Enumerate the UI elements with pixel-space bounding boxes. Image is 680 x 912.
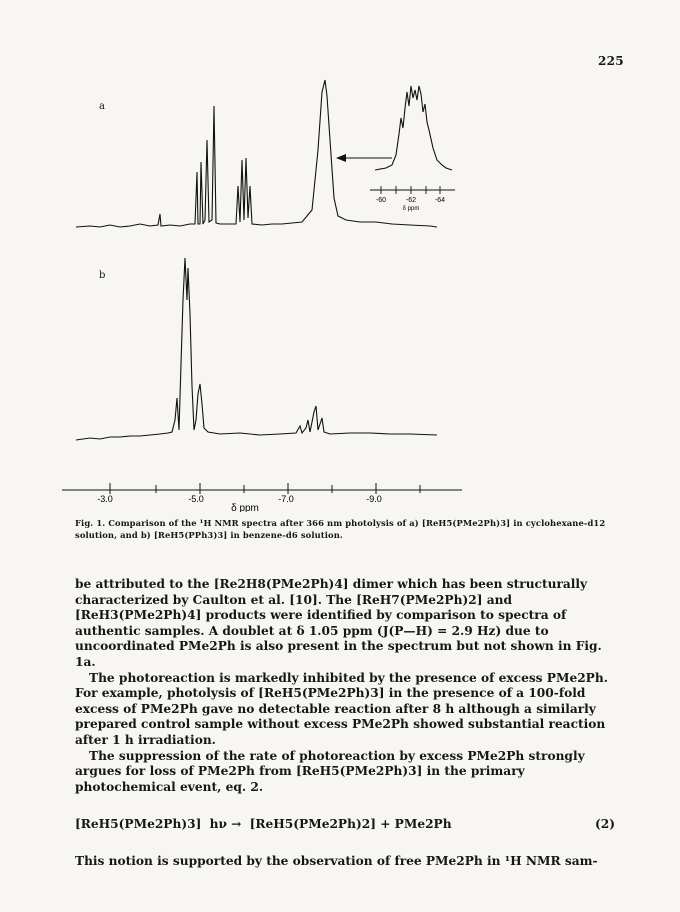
paragraph: The suppression of the rate of photoreaction by excess PMe2Ph strongly argues for loss of PMe2Ph from [ReH5(PMe2Ph)3] in the primary photochemical event, eq. 2. [75, 748, 585, 794]
paragraph: be attributed to the [Re2H8(PMe2Ph)4] dimer which has been structurally characterized by Caulton et al. [10]. The [ReH7(PMe2Ph)2] and [ReH3(PMe2Ph)4] products were identified by comparison to spectra of authentic samples. A doublet at δ 1.05 ppm (J(P—H) = 2.9 Hz) due to uncoordinated PMe2Ph is also present in the spectrum but not shown in Fig. 1a. [75, 577, 602, 669]
panel-label-b: b [99, 270, 106, 281]
axis-tick-label: -7.0 [278, 494, 294, 504]
inset-unit-label: δ ppm [402, 206, 420, 212]
panel-label-a: a [99, 101, 105, 112]
figure-caption: Fig. 1. Comparison of the ¹H NMR spectra after 366 nm photolysis of a) [ReH5(PMe2Ph)3] in cyclohexane-d12 solution, and b) [ReH5(PPh3)3] in benzene-d6 solution. [75, 518, 606, 540]
spectrum-b [76, 258, 437, 440]
equation-2 [75, 817, 615, 831]
equation-right: [ReH5(PMe2Ph)2] + PMe2Ph [249, 817, 452, 831]
page-number: 225 [598, 54, 624, 68]
body-text [75, 577, 615, 795]
axis-unit-label: δ ppm [231, 503, 259, 512]
equation-number: (2) [594, 817, 615, 831]
inset-spectrum [375, 86, 452, 170]
equation-left: [ReH5(PMe2Ph)3] [75, 817, 202, 831]
inset-tick-label: -60 [375, 197, 387, 204]
spectrum-a [76, 80, 437, 227]
last-line: This notion is supported by the observation of free PMe2Ph in ¹H NMR sam- [75, 854, 598, 868]
equation-arrow: hν → [209, 817, 242, 831]
axis-tick-label: -5.0 [188, 494, 204, 504]
axis-tick-label: -9.0 [366, 494, 382, 504]
inset-tick-label: -62 [405, 197, 417, 204]
axis-tick-label: -3.0 [97, 494, 113, 504]
inset-tick-label: -64 [434, 197, 446, 204]
paragraph: The photoreaction is markedly inhibited by the presence of excess PMe2Ph. For example, photolysis of [ReH5(PMe2Ph)3] in the presence of a 100-fold excess of PMe2Ph gave no detectable reaction after 8 h although a similarly prepared control sample without excess PMe2Ph showed substantial reaction after 1 h irradiation. [75, 670, 608, 747]
